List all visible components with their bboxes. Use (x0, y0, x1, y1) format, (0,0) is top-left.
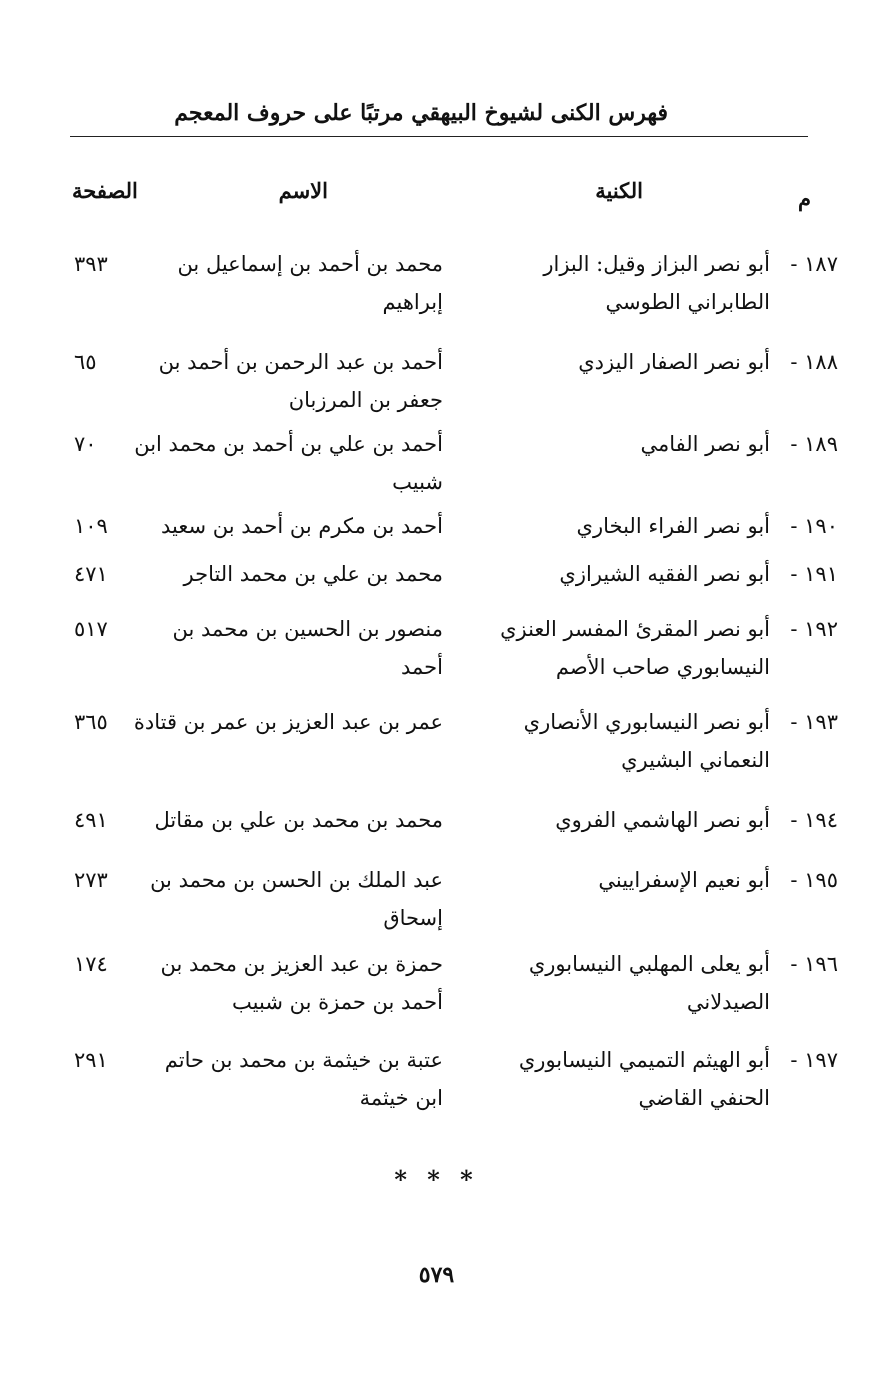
entry-number: ١٩٦ - (790, 952, 838, 976)
entry-number: ١٩١ - (790, 562, 838, 586)
entry-page: ٥١٧ (74, 617, 108, 641)
entry-name: محمد بن أحمد بن إسماعيل بن إبراهيم (177, 252, 443, 314)
entry-number: ١٩٧ - (790, 1048, 838, 1072)
entry-page: ٢٩١ (74, 1048, 108, 1072)
running-title: فهرس الكنى لشيوخ البيهقي مرتبًا على حروف المعجم (174, 100, 668, 126)
entry-name: حمزة بن عبد العزيز بن محمد بن أحمد بن حمزة بن شبيب (160, 952, 443, 1014)
entry-kunya: أبو نصر الهاشمي الفروي (555, 808, 770, 832)
entry-page: ٧٠ (74, 432, 97, 456)
page-number: ٥٧٩ (418, 1262, 455, 1288)
entry-kunya: أبو نصر البزاز وقيل: البزار الطابراني الطوسي (543, 252, 770, 314)
entry-name: أحمد بن علي بن أحمد بن محمد ابن شبيب (134, 432, 443, 494)
entry-kunya: أبو الهيثم التميمي النيسابوري الحنفي القاضي (518, 1048, 770, 1110)
entry-name: محمد بن محمد بن علي بن مقاتل (154, 808, 443, 832)
entry-name: أحمد بن مكرم بن أحمد بن سعيد (160, 514, 443, 538)
entry-name: عتبة بن خيثمة بن محمد بن حاتم ابن خيثمة (164, 1048, 443, 1110)
entry-kunya: أبو نصر النيسابوري الأنصاري النعماني البشيري (523, 710, 770, 772)
entry-kunya: أبو نعيم الإسفراييني (598, 868, 770, 892)
header-rule (70, 136, 808, 137)
entry-number: ١٩٣ - (790, 710, 838, 734)
entry-kunya: أبو نصر الفراء البخاري (576, 514, 770, 538)
entry-page: ٣٦٥ (74, 710, 108, 734)
entry-kunya: أبو يعلى المهلبي النيسابوري الصيدلاني (528, 952, 770, 1014)
entry-page: ٣٩٣ (74, 252, 108, 276)
entry-page: ١٧٤ (74, 952, 108, 976)
entry-number: ١٨٨ - (790, 350, 838, 374)
entry-kunya: أبو نصر الصفار اليزدي (578, 350, 770, 374)
entry-name: محمد بن علي بن محمد التاجر (183, 562, 443, 586)
column-header-name: الاسم (278, 178, 328, 203)
section-separator: * * * (394, 1165, 479, 1194)
entry-page: ٤٩١ (74, 808, 108, 832)
entry-page: ٢٧٣ (74, 868, 108, 892)
entry-number: ١٩٥ - (790, 868, 838, 892)
entry-page: ١٠٩ (74, 514, 108, 538)
column-header-page: الصفحة (72, 178, 138, 203)
entry-name: عبد الملك بن الحسن بن محمد بن إسحاق (150, 868, 443, 930)
entry-number: ١٩٠ - (790, 514, 838, 538)
entry-name: منصور بن الحسين بن محمد بن أحمد (172, 617, 443, 679)
entry-number: ١٩٢ - (790, 617, 838, 641)
entry-kunya: أبو نصر المقرئ المفسر العنزي النيسابوري صاحب الأصم (500, 617, 770, 679)
entry-number: ١٩٤ - (790, 808, 838, 832)
column-header-kunya: الكنية (595, 178, 643, 203)
entry-number: ١٨٧ - (790, 252, 838, 276)
column-header-number: م (797, 186, 811, 211)
entry-name: عمر بن عبد العزيز بن عمر بن قتادة (133, 710, 443, 734)
entry-number: ١٨٩ - (790, 432, 838, 456)
entry-page: ٤٧١ (74, 562, 108, 586)
entry-kunya: أبو نصر الفقيه الشيرازي (559, 562, 770, 586)
entry-name: أحمد بن عبد الرحمن بن أحمد بن جعفر بن المرزبان (158, 350, 443, 412)
entry-page: ٦٥ (74, 350, 97, 374)
entry-kunya: أبو نصر الفامي (640, 432, 770, 456)
